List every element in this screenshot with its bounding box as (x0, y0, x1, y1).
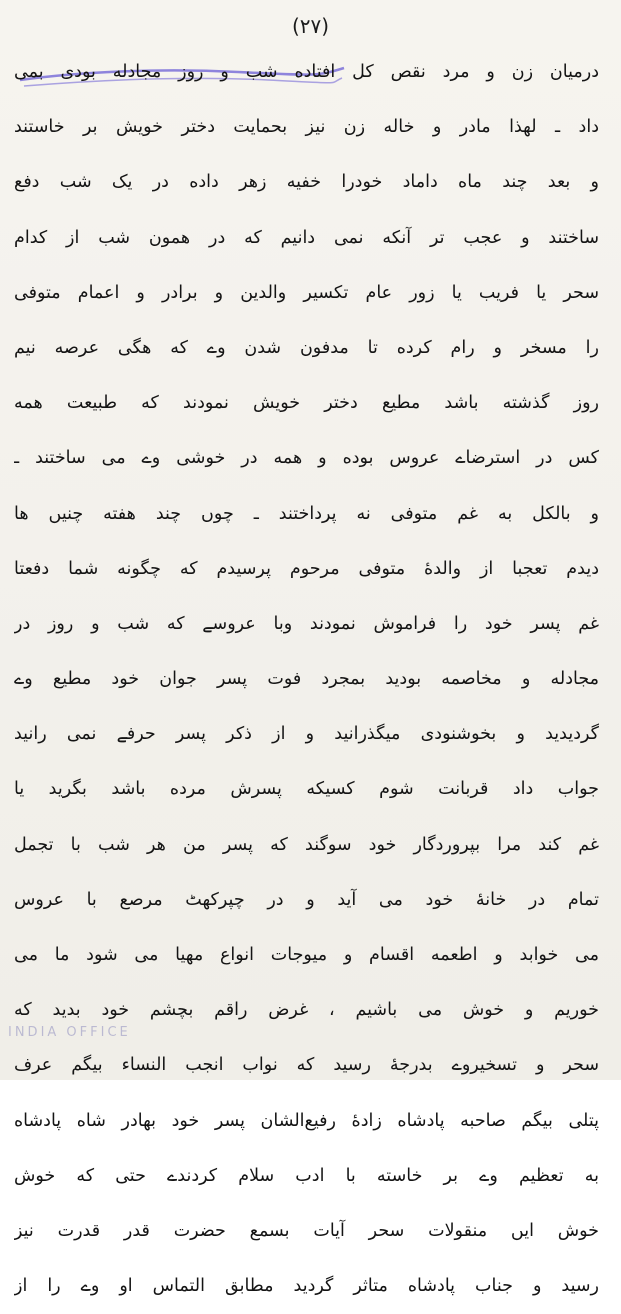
text-line: گردیدید و بخوشنودی میگذرانید و از ذکر پسر حرفے نمی رانید (14, 724, 599, 745)
text-line: مجادله و مخاصمه بودید بمجرد فوت پسر جوان خود مطیع وے (14, 669, 599, 690)
body-text (14, 45, 599, 1314)
text-line: دیدم تعجبا از والدهٔ متوفی مرحوم پرسیدم که چگونه شما دفعتا (14, 558, 599, 579)
text-line: غم پسر خود را فراموش نمودند وبا عروسے که شب و روز در (14, 613, 599, 634)
page-number: (۲۷) (291, 14, 330, 38)
text-line: درمیان زن و مرد نقص کل افتاده شب و روز مجادله بودی بمی (14, 62, 599, 82)
text-line: خوریم و خوش می باشیم ، غرض راقم بچشم خود بدید که (14, 1000, 599, 1021)
text-line: کس در استرضاے عروس بوده و همه در خوشی وے می ساختند ـ (14, 448, 599, 469)
text-line: و بعد چند ماه داماد خودرا خفیه زهر داده در یک شب دفع (14, 172, 599, 193)
text-line: جواب داد قربانت شوم کسیکه پسرش مرده باشد بگرید یا (14, 779, 599, 800)
text-line: پتلی بیگم صاحبه پادشاه زادهٔ رفیع‌الشان پسر خود بهادر شاه پادشاه (14, 1110, 599, 1131)
text-line: ساختند و عجب تر آنکه نمی دانیم که در همون شب از کدام (14, 227, 599, 248)
text-line: روز گذشته باشد مطیع دختر خویش نمودند که طبیعت همه (14, 393, 599, 414)
text-line: به تعظیم وے بر خاسته با ادب سلام کردندے حتی که خوش (14, 1165, 599, 1186)
text-line: را مسخر و رام کرده تا مدفون شدن وے که هگی عرصه نیم (14, 337, 599, 358)
text-line: سحر و تسخیروے بدرجهٔ رسید که نواب انجب النساء بیگم عرف (14, 1055, 599, 1076)
text-line: خوش ایں منقولات سحر آیات بسمع حضرت قدر قدرت نیز (14, 1220, 599, 1241)
faded-stamp: INDIA OFFICE (8, 1025, 131, 1040)
text-line: تمام در خانهٔ خود می آید و در چپرکهٹ مرصع با عروس (14, 889, 599, 910)
text-line: و بالکل به غم متوفی نه پرداختند ـ چوں چند هفته چنیں ها (14, 503, 599, 524)
text-line: رسید و جناب پادشاه متاثر گردید مطابق التماس او وے را از (14, 1276, 599, 1297)
text-line: می خوابد و اطعمه اقسام و میوجات انواع مهیا می شود ما می (14, 945, 599, 965)
text-line: داد ـ لهذا مادر و خاله زن نیز بحمایت دختر خویش بر خاستند (14, 117, 599, 138)
text-line: غم کند مرا بپروردگار خود سوگند که پسر من هر شب با تجمل (14, 834, 599, 855)
text-line: سحر یا فریب یا زور عام تکسیر والدین و برادر و اعمام متوفی (14, 282, 599, 303)
